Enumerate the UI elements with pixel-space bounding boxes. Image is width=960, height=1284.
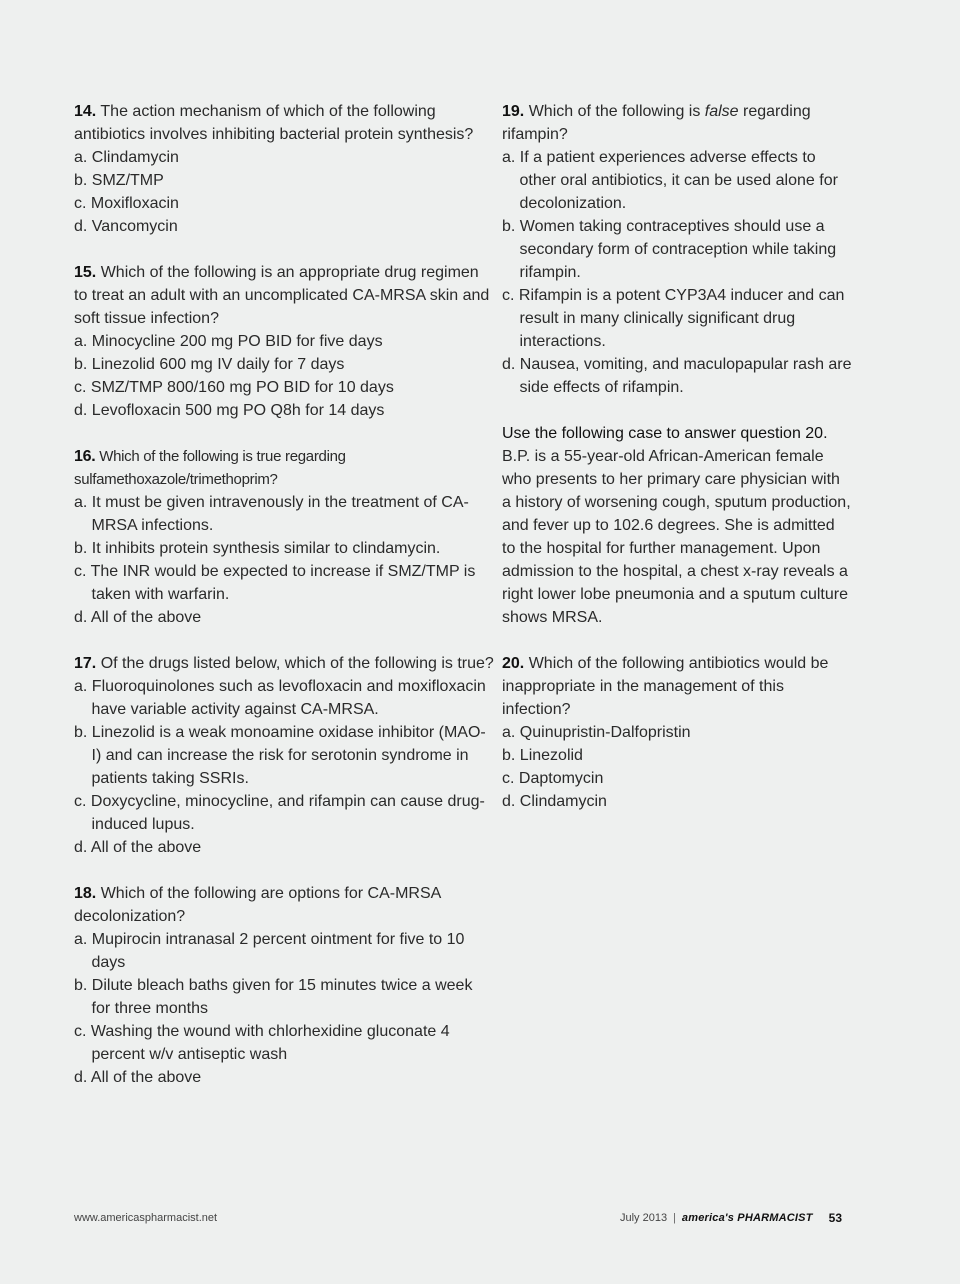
case-title: Use the following case to answer question 20. [502,425,828,442]
question-stem [74,261,494,330]
answer-option: a. Minocycline 200 mg PO BID for five days [74,333,383,350]
answer-option: d. All of the above [74,1069,202,1086]
question-text: Of the drugs listed below, which of the following is true? [100,655,494,672]
emphasis-text: false [704,103,739,120]
answer-option: a. Clindamycin [74,149,179,166]
answer-option: c. SMZ/TMP 800/160 mg PO BID for 10 days [74,379,394,396]
answer-option: d. Vancomycin [74,218,178,235]
question-19 [502,100,852,399]
question-number: 19. [502,103,525,120]
question-text: Which of the following is true regarding sulfamethoxazole/trimethoprim? [74,448,346,488]
answer-option: d. Clindamycin [502,793,607,810]
question-text: The action mechanism of which of the following antibiotics involves inhibiting bacterial protein synthesis? [74,103,474,143]
question-14 [74,100,494,238]
answer-option: b. Dilute bleach baths given for 15 minutes twice a week for three months [74,977,473,1017]
question-number: 18. [74,885,97,902]
question-number: 14. [74,103,97,120]
left-column [74,100,494,1112]
footer-date: July 2013 [619,1212,668,1224]
answer-option: d. All of the above [74,839,202,856]
question-20 [502,652,852,813]
footer-issue [620,1210,842,1226]
question-15 [74,261,494,422]
case-body: B.P. is a 55-year-old African-American female who presents to her primary care physician with a history of worsening cough, sputum production, and fever up to 102.6 degrees. She is admitted to the hospital for further management. Upon admission to the hospital, a chest x-ray reveals a right lower lobe pneumonia and a sputum culture shows MRSA. [502,448,851,626]
answer-option: c. Rifampin is a potent CYP3A4 inducer and can result in many clinically significant drug interactions. [502,287,845,350]
answer-option: a. Quinupristin-Dalfopristin [502,724,691,741]
answer-option: d. Levofloxacin 500 mg PO Q8h for 14 days [74,402,385,419]
question-17 [74,652,494,859]
answer-option: c. The INR would be expected to increase if SMZ/TMP is taken with warfarin. [74,563,476,603]
question-text: Which of the following antibiotics would be inappropriate in the management of this infection? [502,655,829,718]
question-stem [502,100,852,146]
answer-option: b. Linezolid [502,747,583,764]
question-stem [502,652,852,721]
footer-website[interactable]: www.americaspharmacist.net [74,1212,218,1224]
question-number: 20. [502,655,525,672]
question-stem [74,882,494,928]
question-stem [74,100,494,146]
answer-option: b. Linezolid is a weak monoamine oxidase inhibitor (MAO-I) and can increase the risk for serotonin syndrome in patients taking SSRIs. [74,724,486,787]
magazine-logo: america's PHARMACIST [681,1212,813,1224]
answer-option: b. SMZ/TMP [74,172,164,189]
answer-option: c. Doxycycline, minocycline, and rifampin can cause drug-induced lupus. [74,793,485,833]
answer-option: a. If a patient experiences adverse effects to other oral antibiotics, it can be used alone for decolonization. [502,149,838,212]
question-18 [74,882,494,1089]
answer-option: c. Daptomycin [502,770,604,787]
page-number: 53 [828,1211,842,1225]
question-text-end: regarding rifampin? [502,103,811,143]
footer-separator: | [673,1212,676,1224]
answer-option: a. It must be given intravenously in the treatment of CA-MRSA infections. [74,494,469,534]
right-column [502,100,852,836]
question-text: Which of the following are options for CA-MRSA decolonization? [74,885,441,925]
answer-option: b. Linezolid 600 mg IV daily for 7 days [74,356,345,373]
question-number: 16. [74,448,96,465]
answer-option: a. Fluoroquinolones such as levofloxacin and moxifloxacin have variable activity against CA-MRSA. [74,678,486,718]
answer-option: a. Mupirocin intranasal 2 percent ointment for five to 10 days [74,931,465,971]
answer-option: b. It inhibits protein synthesis similar to clindamycin. [74,540,441,557]
answer-option: b. Women taking contraceptives should use a secondary form of contraception while taking rifampin. [502,218,837,281]
answer-option: d. Nausea, vomiting, and maculopapular rash are side effects of rifampin. [502,356,852,396]
question-text: Which of the following is [528,103,705,120]
case-study [502,422,852,629]
answer-option: d. All of the above [74,609,202,626]
question-stem [74,445,494,491]
answer-option: c. Moxifloxacin [74,195,179,212]
question-text: Which of the following is an appropriate drug regimen to treat an adult with an uncomplicated CA-MRSA skin and soft tissue infection? [74,264,490,327]
question-number: 17. [74,655,97,672]
question-number: 15. [74,264,97,281]
question-16 [74,445,494,629]
question-stem [74,652,494,675]
answer-option: c. Washing the wound with chlorhexidine gluconate 4 percent w/v antiseptic wash [74,1023,450,1063]
